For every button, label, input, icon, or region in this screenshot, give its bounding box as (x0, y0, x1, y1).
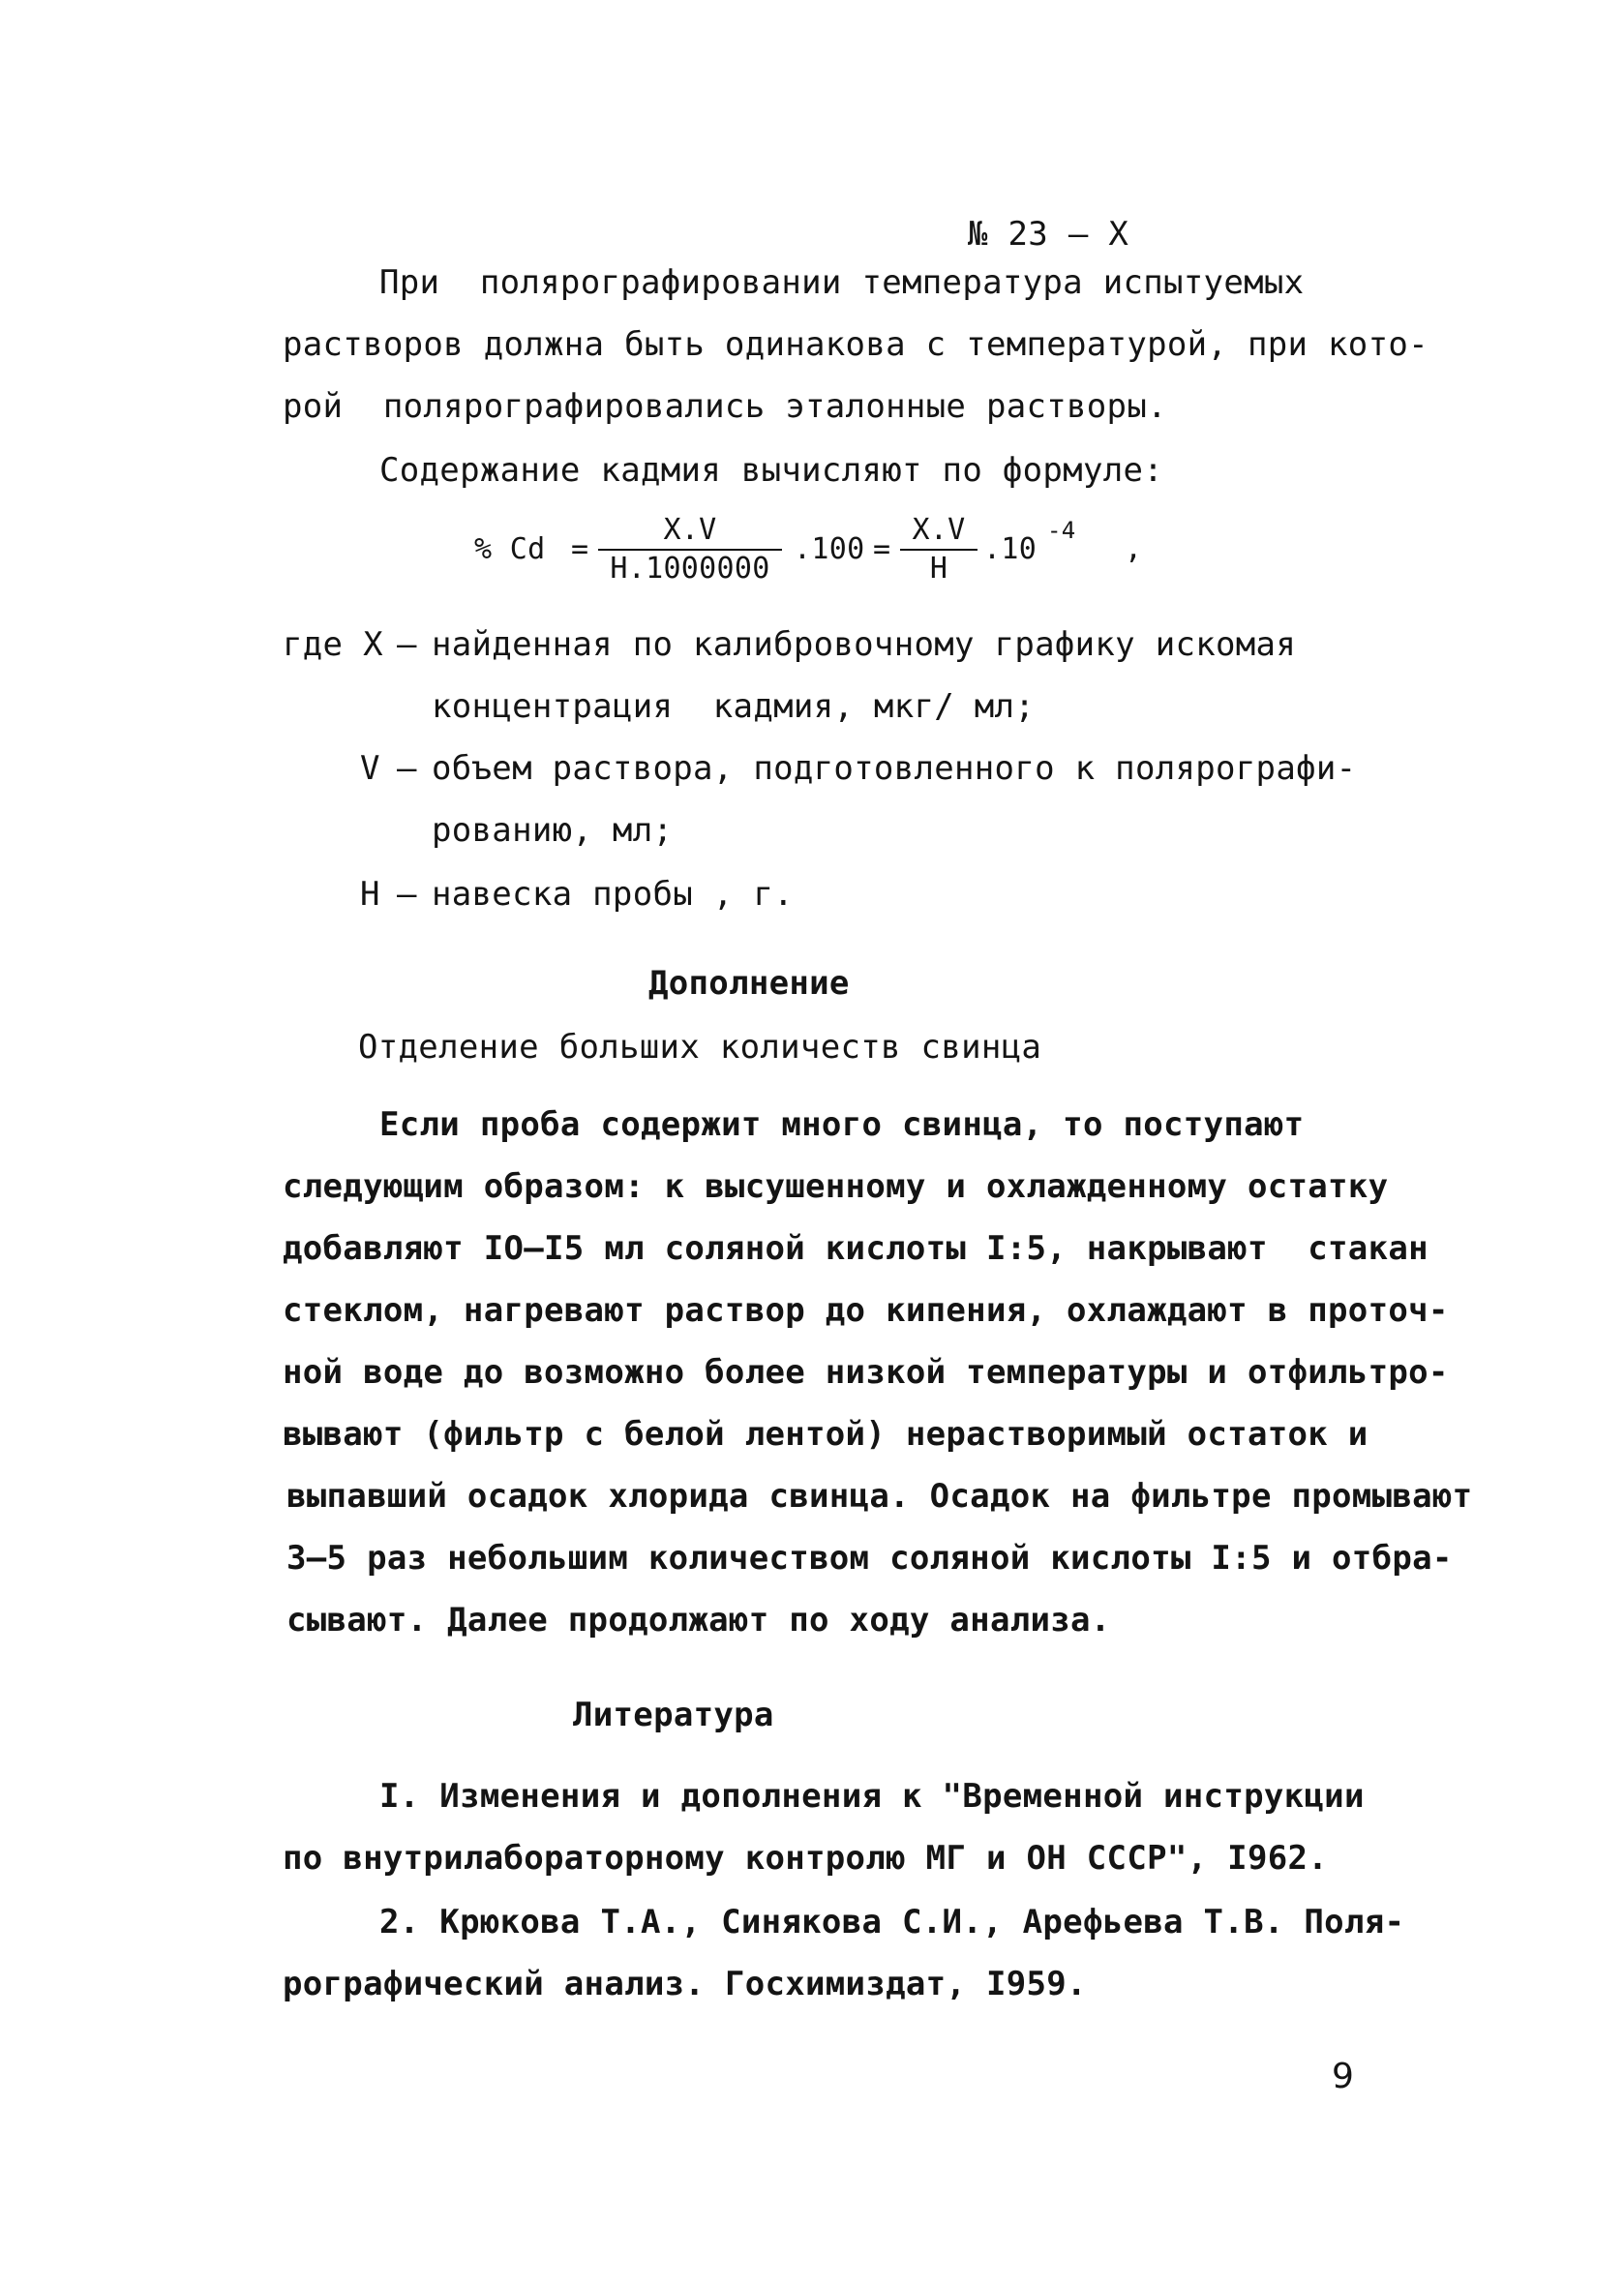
legend-dash-h: – (397, 875, 417, 914)
addendum-line-6: вывают (фильтр с белой лентой) нерастворимый остаток и (283, 1415, 1368, 1454)
formula-multiplier-1: .100 (794, 532, 865, 566)
addendum-line-5: ной воде до возможно более низкой температуры и отфильтро- (283, 1353, 1449, 1392)
legend-key-h: Н (360, 875, 380, 914)
addendum-line-8: 3–5 раз небольшим количеством соляной кислоты I:5 и отбра- (286, 1539, 1453, 1578)
legend-text-h: навеска пробы , г. (432, 875, 794, 914)
fraction-2-numerator: X.V (912, 513, 966, 547)
page-number: 9 (1332, 2057, 1355, 2096)
formula-comma: , (1125, 532, 1143, 566)
formula-lhs: % Cd (474, 532, 546, 566)
legend-dash-x: – (397, 625, 417, 664)
addendum-line-2: следующим образом: к высушенному и охлажденному остатку (283, 1167, 1389, 1206)
fraction-1-numerator: X.V (663, 513, 717, 547)
literature-line-1: I. Изменения и дополнения к "Временной инструкции (379, 1777, 1365, 1816)
legend-text-x-cont: концентрация кадмия, мкг/ мл; (432, 687, 1036, 726)
para1-line1: При полярографировании температура испытуемых (379, 263, 1305, 302)
fraction-2-bar (900, 549, 977, 551)
literature-line-3: 2. Крюкова Т.А., Синякова С.И., Арефьева Т.В. Поля- (379, 1903, 1405, 1941)
cadmium-formula (474, 511, 1171, 598)
para1-line3: рой полярографировались эталонные растворы. (283, 387, 1167, 426)
addendum-subtitle: Отделение больших количеств свинца (358, 1028, 1042, 1067)
addendum-line-9: сывают. Далее продолжают по ходу анализа. (286, 1601, 1111, 1640)
doc-number: № 23 – Х (968, 215, 1129, 254)
addendum-line-7: выпавший осадок хлорида свинца. Осадок на фильтре промывают (286, 1477, 1473, 1516)
literature-line-4: рографический анализ. Госхимиздат, I959. (283, 1965, 1087, 2003)
legend-text-x: найденная по калибровочному графику искомая (432, 625, 1297, 664)
addendum-title: Дополнение (648, 964, 850, 1003)
addendum-line-4: стеклом, нагревают раствор до кипения, охлаждают в проточ- (283, 1291, 1449, 1330)
legend-key-x: где Х (283, 625, 383, 664)
fraction-1-bar (598, 549, 782, 551)
addendum-line-1: Если проба содержит много свинца, то поступают (379, 1105, 1305, 1144)
formula-equals-2: = (873, 532, 891, 566)
legend-key-v: V (360, 749, 380, 788)
formula-fraction-1 (598, 513, 782, 587)
fraction-2-denominator: Н (929, 552, 948, 586)
addendum-line-3: добавляют IO–I5 мл соляной кислоты I:5, накрывают стакан (283, 1229, 1429, 1268)
formula-fraction-2 (900, 513, 977, 587)
literature-line-2: по внутрилабораторному контролю МГ и ОН СССР", I962. (283, 1839, 1329, 1878)
para1-line2: растворов должна быть одинакова с температурой, при кото- (283, 325, 1429, 364)
formula-multiplier-2: .10 (983, 532, 1038, 566)
para2-text: Содержание кадмия вычисляют по формуле: (379, 451, 1164, 490)
legend-text-v-cont: рованию, мл; (432, 811, 674, 850)
formula-equals-1: = (571, 532, 589, 566)
formula-exponent: -4 (1047, 517, 1076, 544)
fraction-1-denominator: Н.1000000 (610, 552, 770, 586)
literature-title: Литература (573, 1696, 774, 1734)
legend-text-v: объем раствора, подготовленного к полярографи- (432, 749, 1357, 788)
legend-dash-v: – (397, 749, 417, 788)
